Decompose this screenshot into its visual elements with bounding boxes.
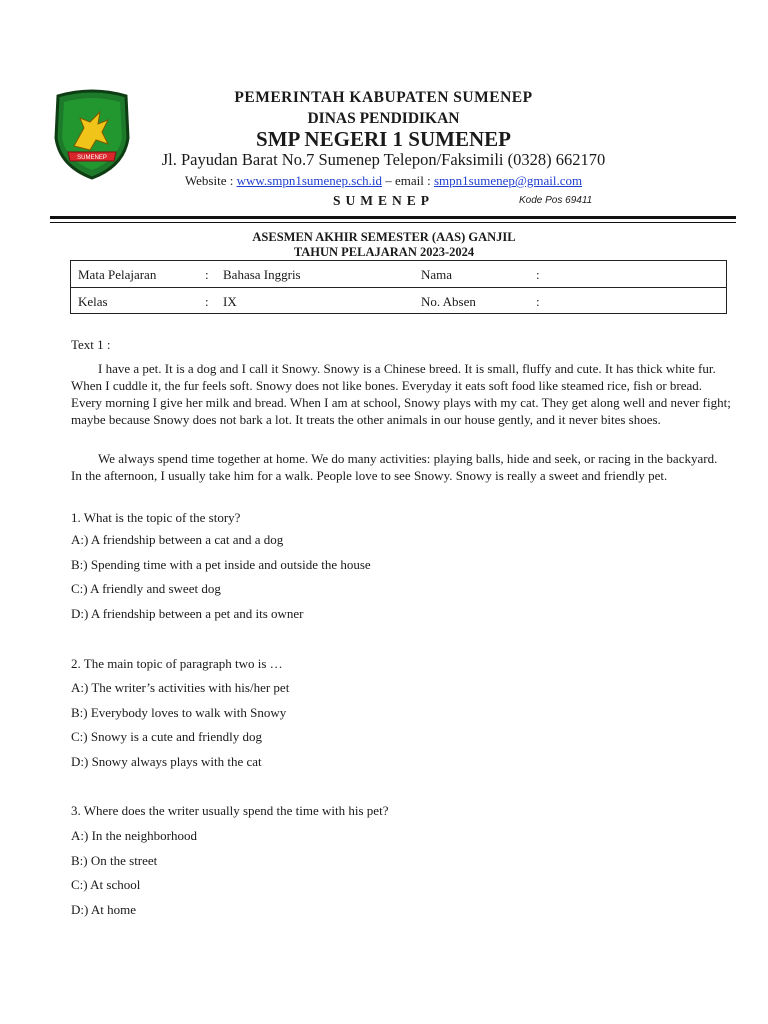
class-colon: : (205, 294, 209, 309)
text-label: Text 1 : (71, 337, 111, 352)
government-heading: PEMERINTAH KABUPATEN SUMENEP (234, 89, 533, 106)
question-2: 2. The main topic of paragraph two is … (71, 656, 283, 671)
subject-colon: : (205, 267, 209, 282)
department-heading: DINAS PENDIDIKAN (307, 110, 460, 127)
reading-paragraph-2: We always spend time together at home. We do many activities: playing balls, hide and seek, or racing in the backyard. In the afternoon, I usually take him for a walk. People love to see Snowy. Snowy is really a sweet and friendly pet. (71, 451, 718, 483)
school-name: SMP NEGERI 1 SUMENEP (256, 127, 511, 151)
question-3-option-a: A:) In the neighborhood (71, 828, 198, 843)
question-2-option-b: B:) Everybody loves to walk with Snowy (71, 705, 287, 720)
class-value: IX (223, 294, 237, 309)
website-label: Website : (184, 173, 237, 188)
reading-paragraph-1: I have a pet. It is a dog and I call it Snowy. Snowy is a Chinese breed. It is small, fluffy and cute. It has thick white fur. When I cuddle it, the fur feels soft. Snowy does not like bones. Everyday it eats soft food like steamed rice, fish or bread. Every morning I give her milk and bread. When I am at school, Snowy plays with my cat. They get along well and never fight; maybe because Snowy does not bark a lot. It treats the other animals in our house gently, and it never bites shoes. (71, 361, 731, 427)
question-3-option-d: D:) At home (71, 902, 136, 917)
subject-value: Bahasa Inggris (223, 267, 301, 282)
name-colon: : (536, 267, 540, 282)
question-1: 1. What is the topic of the story? (71, 510, 241, 525)
question-1-option-c: C:) A friendly and sweet dog (71, 581, 221, 596)
question-2-option-c: C:) Snowy is a cute and friendly dog (71, 729, 262, 744)
city-name: SUMENEP (332, 193, 434, 208)
question-3-option-b: B:) On the street (71, 853, 158, 868)
subject-label: Mata Pelajaran (78, 267, 157, 282)
postal-code: Kode Pos 69411 (519, 195, 593, 206)
header-divider-thin (50, 222, 736, 223)
class-label: Kelas (78, 294, 108, 309)
question-1-option-b: B:) Spending time with a pet inside and outside the house (71, 557, 371, 572)
absen-label: No. Absen (421, 294, 476, 309)
school-crest-logo (50, 88, 134, 180)
absen-colon: : (536, 294, 540, 309)
student-info-table (70, 260, 727, 314)
name-label: Nama (421, 267, 453, 282)
question-1-option-a: A:) A friendship between a cat and a dog (71, 532, 284, 547)
website-link[interactable]: www.smpn1sumenep.sch.id (236, 173, 382, 188)
info-row-divider (71, 287, 726, 288)
contact-line (135, 174, 632, 187)
email-label: – email : (381, 173, 434, 188)
exam-year: TAHUN PELAJARAN 2023-2024 (293, 245, 475, 259)
question-2-option-a: A:) The writer’s activities with his/her pet (71, 680, 290, 695)
question-3: 3. Where does the writer usually spend the time with his pet? (71, 803, 389, 818)
logo-ribbon-text: SUMENEP (77, 155, 107, 161)
question-1-option-d: D:) A friendship between a pet and its owner (71, 606, 304, 621)
question-2-option-d: D:) Snowy always plays with the cat (71, 754, 262, 769)
school-address: Jl. Payudan Barat No.7 Sumenep Telepon/Faksimili (0328) 662170 (161, 150, 606, 169)
email-link[interactable]: smpn1sumenep@gmail.com (433, 173, 583, 188)
question-3-option-c: C:) At school (71, 877, 141, 892)
exam-title: ASESMEN AKHIR SEMESTER (AAS) GANJIL (252, 230, 516, 244)
header-divider-thick (50, 216, 736, 219)
